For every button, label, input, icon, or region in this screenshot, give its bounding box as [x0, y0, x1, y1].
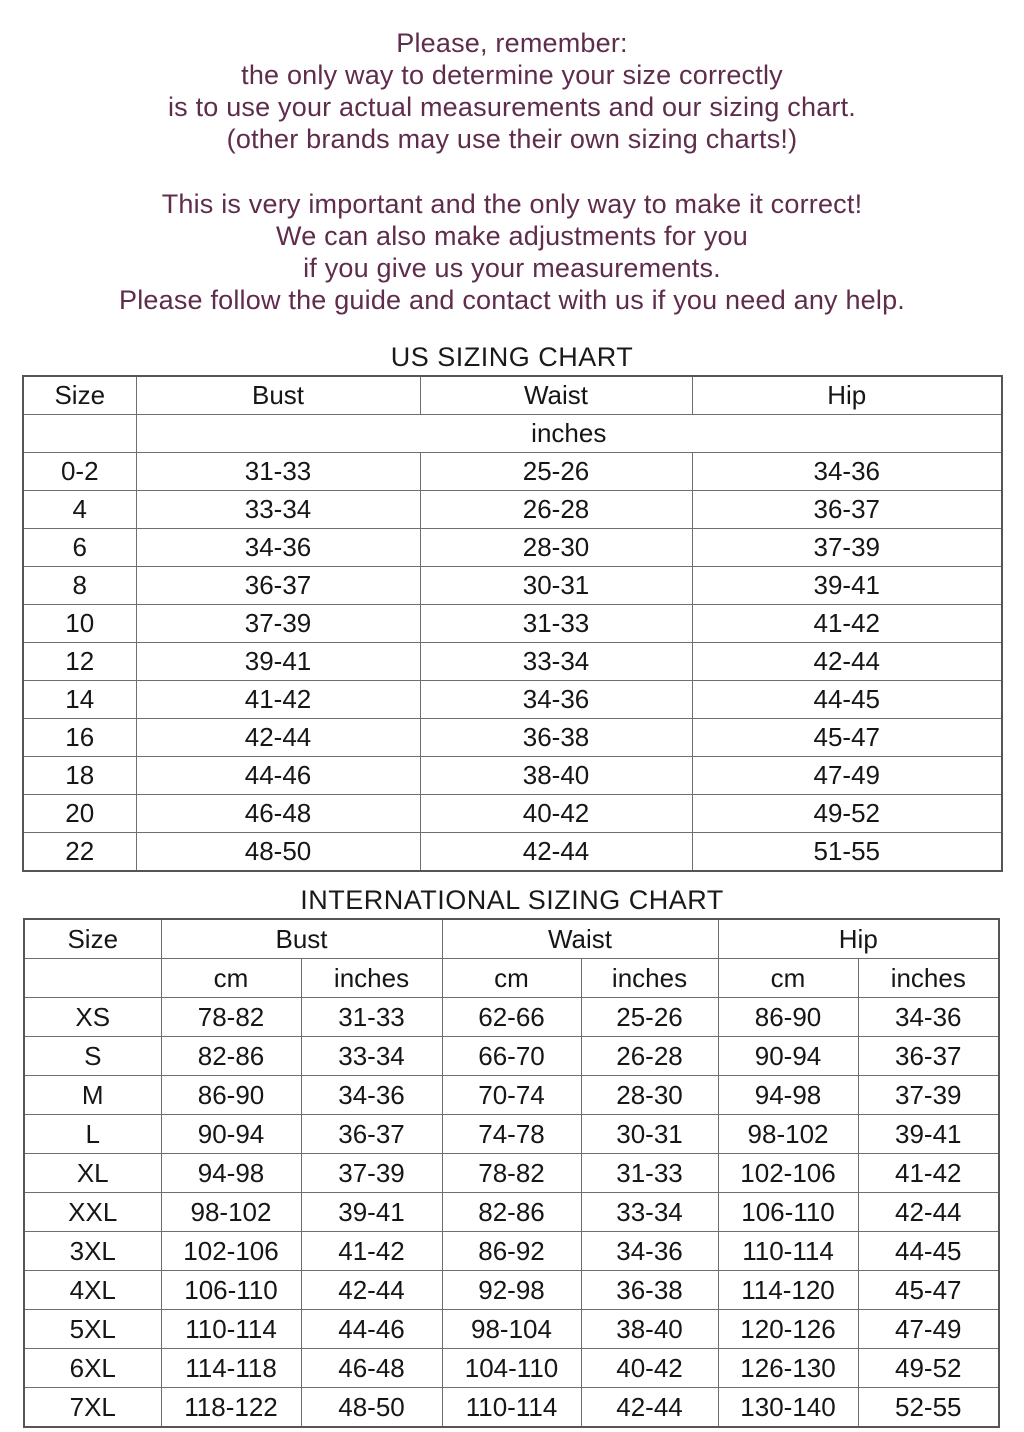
table-cell: 31-33: [581, 1154, 718, 1193]
table-cell: 44-45: [858, 1232, 999, 1271]
table-cell: 36-37: [136, 567, 420, 605]
table-cell: 45-47: [692, 719, 1002, 757]
table-cell: 78-82: [442, 1154, 581, 1193]
table-cell: 28-30: [420, 529, 692, 567]
table-cell: 34-36: [420, 681, 692, 719]
us-sizing-table: [22, 375, 1003, 872]
table-cell: 40-42: [420, 795, 692, 833]
table-cell: 40-42: [581, 1349, 718, 1388]
table-cell: 78-82: [161, 998, 301, 1037]
intro-line: (other brands may use their own sizing charts!): [226, 124, 798, 154]
table-cell: 31-33: [136, 453, 420, 491]
table-row: [24, 1115, 999, 1154]
table-cell: 48-50: [301, 1388, 442, 1428]
table-cell: 47-49: [858, 1310, 999, 1349]
table-cell: 38-40: [581, 1310, 718, 1349]
us-table-header: [23, 376, 1002, 453]
intro-line: the only way to determine your size correctly: [241, 60, 783, 90]
table-cell: 26-28: [581, 1037, 718, 1076]
table-cell: L: [24, 1115, 161, 1154]
table-cell: 102-106: [161, 1232, 301, 1271]
table-cell: 86-92: [442, 1232, 581, 1271]
table-cell: 42-44: [581, 1388, 718, 1428]
table-cell: 6: [23, 529, 136, 567]
table-row: [23, 491, 1002, 529]
column-header-waist: Waist: [420, 376, 692, 415]
table-cell: 118-122: [161, 1388, 301, 1428]
table-cell: 33-34: [420, 643, 692, 681]
table-cell: 94-98: [718, 1076, 858, 1115]
table-cell: M: [24, 1076, 161, 1115]
table-cell: 92-98: [442, 1271, 581, 1310]
table-cell: 25-26: [581, 998, 718, 1037]
unit-row: [24, 959, 999, 998]
table-cell: 120-126: [718, 1310, 858, 1349]
intro-line: We can also make adjustments for you: [276, 221, 748, 251]
table-cell: 34-36: [136, 529, 420, 567]
table-cell: 20: [23, 795, 136, 833]
table-cell: 36-37: [858, 1037, 999, 1076]
intro-line: is to use your actual measurements and our sizing chart.: [167, 92, 857, 122]
table-cell: 74-78: [442, 1115, 581, 1154]
table-cell: 36-38: [420, 719, 692, 757]
table-cell: 37-39: [301, 1154, 442, 1193]
table-cell: 66-70: [442, 1037, 581, 1076]
table-cell: 47-49: [692, 757, 1002, 795]
table-row: [24, 1271, 999, 1310]
table-cell: 30-31: [581, 1115, 718, 1154]
table-cell: 14: [23, 681, 136, 719]
table-cell: 41-42: [858, 1154, 999, 1193]
unit-label: inches: [136, 415, 1002, 453]
table-cell: 110-114: [161, 1310, 301, 1349]
column-header-hip: Hip: [692, 376, 1002, 415]
header-row: [24, 919, 999, 959]
table-cell: 98-102: [161, 1193, 301, 1232]
intro-gap: [0, 155, 1024, 188]
table-cell: 45-47: [858, 1271, 999, 1310]
table-row: [23, 757, 1002, 795]
table-cell: 37-39: [136, 605, 420, 643]
table-cell: 0-2: [23, 453, 136, 491]
table-cell: 16: [23, 719, 136, 757]
intl-chart-title: INTERNATIONAL SIZING CHART: [300, 885, 724, 915]
table-row: [24, 1310, 999, 1349]
table-row: [23, 605, 1002, 643]
table-row: [24, 1349, 999, 1388]
table-cell: 46-48: [301, 1349, 442, 1388]
table-row: [24, 1037, 999, 1076]
table-cell: 102-106: [718, 1154, 858, 1193]
table-cell: 36-37: [692, 491, 1002, 529]
table-row: [23, 529, 1002, 567]
table-cell: 3XL: [24, 1232, 161, 1271]
table-cell: 39-41: [136, 643, 420, 681]
table-row: [23, 567, 1002, 605]
table-cell: 33-34: [136, 491, 420, 529]
table-cell: 34-36: [692, 453, 1002, 491]
intro-text: [0, 0, 1024, 316]
table-cell: 114-120: [718, 1271, 858, 1310]
table-cell: 110-114: [442, 1388, 581, 1428]
unit-label-bust-inches: inches: [301, 959, 442, 998]
table-cell: 49-52: [858, 1349, 999, 1388]
table-cell: 36-37: [301, 1115, 442, 1154]
table-cell: 44-45: [692, 681, 1002, 719]
table-cell: 38-40: [420, 757, 692, 795]
table-cell: 34-36: [581, 1232, 718, 1271]
table-row: [24, 1154, 999, 1193]
table-cell: 39-41: [301, 1193, 442, 1232]
table-cell: 37-39: [858, 1076, 999, 1115]
table-cell: 39-41: [692, 567, 1002, 605]
table-cell: 12: [23, 643, 136, 681]
table-cell: 106-110: [718, 1193, 858, 1232]
table-cell: XL: [24, 1154, 161, 1193]
table-cell: 51-55: [692, 833, 1002, 872]
table-row: [23, 719, 1002, 757]
empty-cell: [23, 415, 136, 453]
unit-label-hip-inches: inches: [858, 959, 999, 998]
table-cell: 44-46: [301, 1310, 442, 1349]
column-header-bust: Bust: [161, 919, 442, 959]
table-cell: 52-55: [858, 1388, 999, 1428]
intro-line: Please follow the guide and contact with us if you need any help.: [118, 285, 905, 315]
table-cell: 41-42: [136, 681, 420, 719]
table-row: [24, 1232, 999, 1271]
intro-line: if you give us your measurements.: [303, 253, 721, 283]
table-cell: 34-36: [858, 998, 999, 1037]
column-header-waist: Waist: [442, 919, 718, 959]
table-row: [23, 643, 1002, 681]
table-cell: 33-34: [581, 1193, 718, 1232]
table-cell: 130-140: [718, 1388, 858, 1428]
table-cell: XS: [24, 998, 161, 1037]
table-cell: S: [24, 1037, 161, 1076]
table-row: [23, 795, 1002, 833]
table-cell: 82-86: [161, 1037, 301, 1076]
table-cell: 34-36: [301, 1076, 442, 1115]
table-cell: 28-30: [581, 1076, 718, 1115]
column-header-bust: Bust: [136, 376, 420, 415]
column-header-hip: Hip: [718, 919, 999, 959]
table-cell: 33-34: [301, 1037, 442, 1076]
empty-cell: [24, 959, 161, 998]
intl-table-body: [24, 998, 999, 1428]
table-cell: 42-44: [692, 643, 1002, 681]
header-row: [23, 376, 1002, 415]
table-cell: 106-110: [161, 1271, 301, 1310]
table-cell: 36-38: [581, 1271, 718, 1310]
column-header-size: Size: [23, 376, 136, 415]
table-cell: 94-98: [161, 1154, 301, 1193]
table-cell: 98-102: [718, 1115, 858, 1154]
table-cell: 114-118: [161, 1349, 301, 1388]
table-cell: 90-94: [718, 1037, 858, 1076]
table-cell: 5XL: [24, 1310, 161, 1349]
column-header-size: Size: [24, 919, 161, 959]
unit-label-waist-cm: cm: [442, 959, 581, 998]
table-row: [23, 453, 1002, 491]
table-row: [24, 998, 999, 1037]
table-cell: 49-52: [692, 795, 1002, 833]
table-cell: 42-44: [858, 1193, 999, 1232]
table-row: [23, 681, 1002, 719]
table-cell: 4XL: [24, 1271, 161, 1310]
us-chart-title: US SIZING CHART: [390, 342, 634, 372]
intl-table-header: [24, 919, 999, 998]
table-cell: 7XL: [24, 1388, 161, 1428]
us-table-body: [23, 453, 1002, 872]
table-cell: 82-86: [442, 1193, 581, 1232]
table-cell: 48-50: [136, 833, 420, 872]
table-cell: 30-31: [420, 567, 692, 605]
table-row: [24, 1193, 999, 1232]
intro-line: This is very important and the only way to make it correct!: [161, 189, 863, 219]
table-cell: XXL: [24, 1193, 161, 1232]
unit-label-bust-cm: cm: [161, 959, 301, 998]
unit-label-waist-inches: inches: [581, 959, 718, 998]
table-cell: 26-28: [420, 491, 692, 529]
table-cell: 37-39: [692, 529, 1002, 567]
table-cell: 31-33: [301, 998, 442, 1037]
table-cell: 39-41: [858, 1115, 999, 1154]
table-cell: 44-46: [136, 757, 420, 795]
table-cell: 22: [23, 833, 136, 872]
table-cell: 41-42: [301, 1232, 442, 1271]
table-cell: 104-110: [442, 1349, 581, 1388]
table-cell: 86-90: [718, 998, 858, 1037]
table-row: [24, 1076, 999, 1115]
intro-line: Please, remember:: [396, 28, 628, 58]
table-cell: 90-94: [161, 1115, 301, 1154]
table-cell: 42-44: [136, 719, 420, 757]
table-cell: 62-66: [442, 998, 581, 1037]
unit-row: [23, 415, 1002, 453]
table-cell: 110-114: [718, 1232, 858, 1271]
table-cell: 126-130: [718, 1349, 858, 1388]
table-cell: 4: [23, 491, 136, 529]
unit-label-hip-cm: cm: [718, 959, 858, 998]
table-cell: 70-74: [442, 1076, 581, 1115]
table-cell: 10: [23, 605, 136, 643]
table-cell: 86-90: [161, 1076, 301, 1115]
table-cell: 8: [23, 567, 136, 605]
table-cell: 25-26: [420, 453, 692, 491]
table-cell: 18: [23, 757, 136, 795]
table-row: [24, 1388, 999, 1428]
table-cell: 6XL: [24, 1349, 161, 1388]
table-row: [23, 833, 1002, 872]
international-sizing-table: [23, 918, 1000, 1428]
table-cell: 31-33: [420, 605, 692, 643]
table-cell: 98-104: [442, 1310, 581, 1349]
table-cell: 42-44: [301, 1271, 442, 1310]
table-cell: 41-42: [692, 605, 1002, 643]
table-cell: 42-44: [420, 833, 692, 872]
table-cell: 46-48: [136, 795, 420, 833]
